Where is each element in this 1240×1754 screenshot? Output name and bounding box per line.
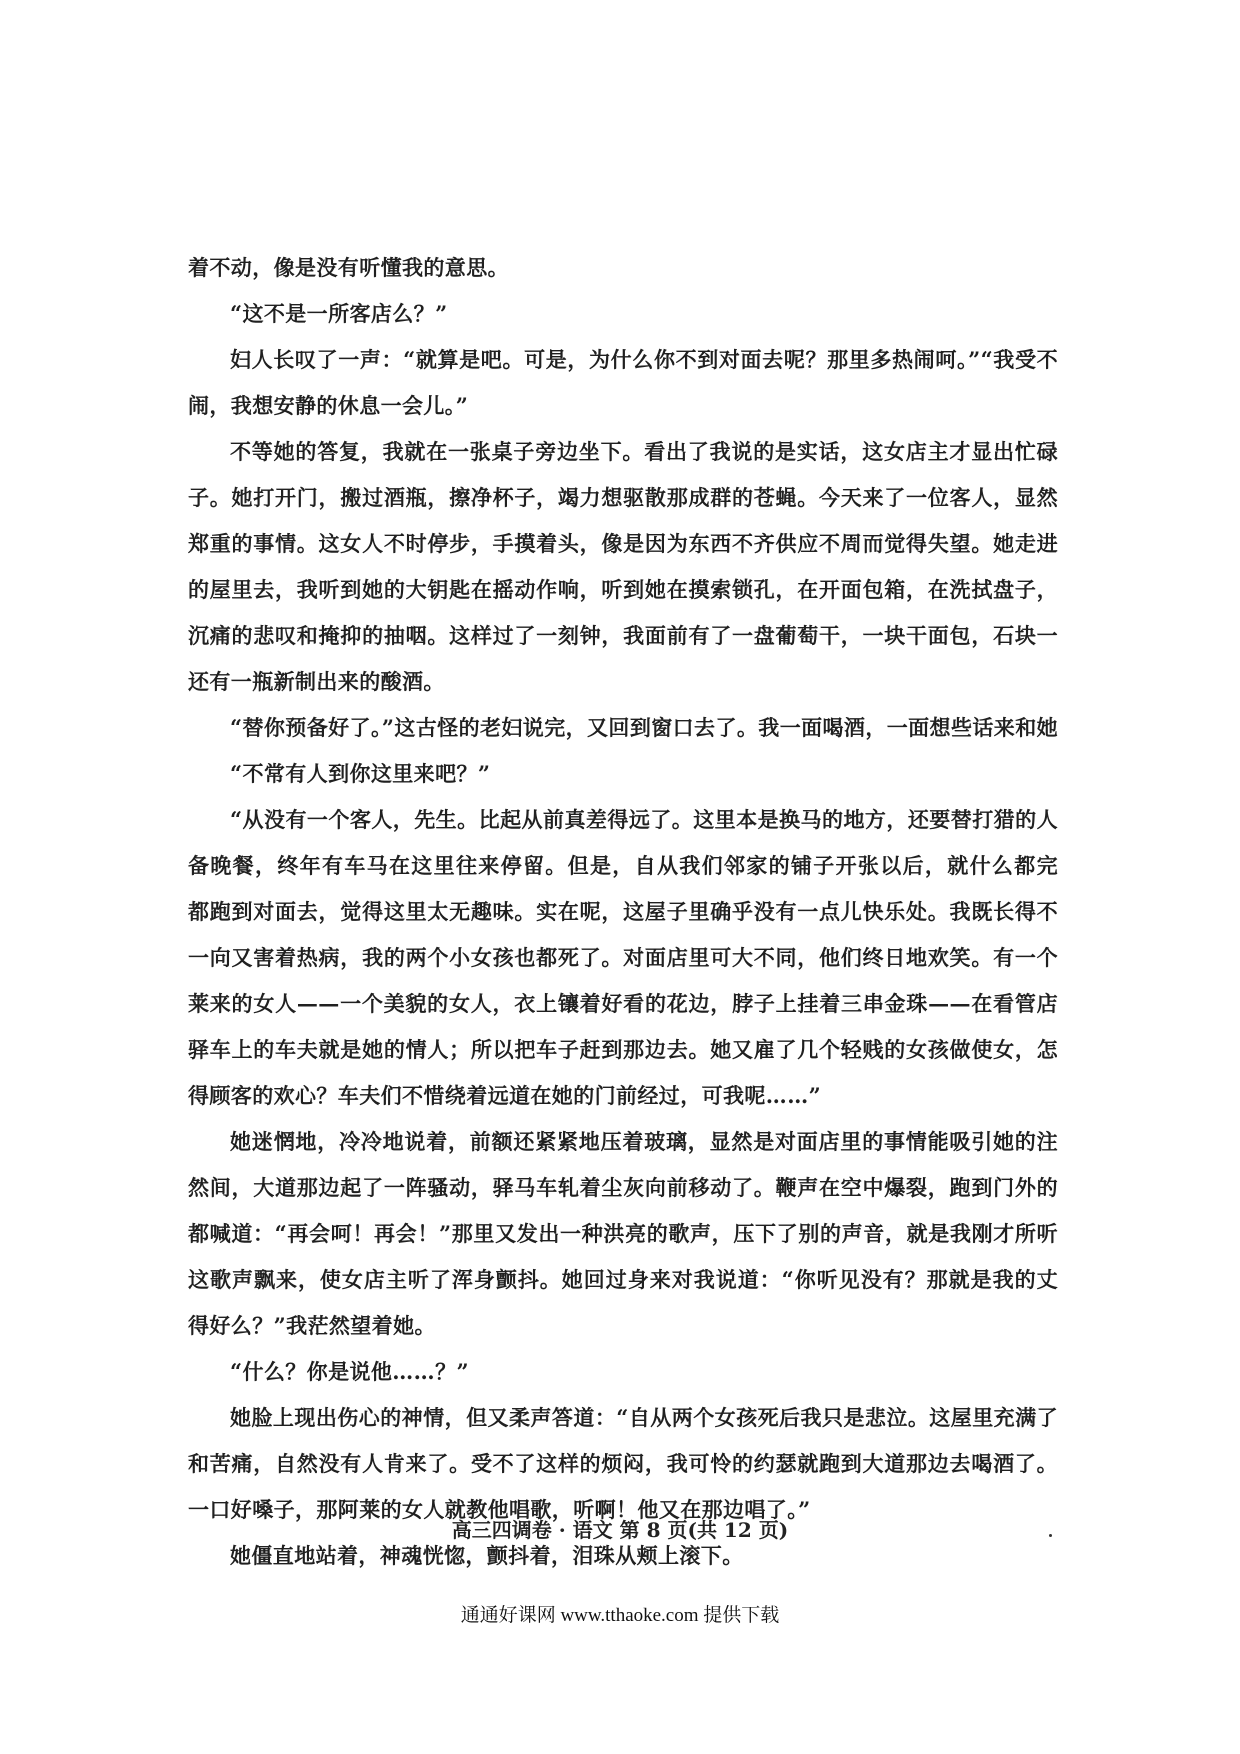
source-credit: 通通好课网 www.tthaoke.com 提供下载: [460, 1605, 780, 1626]
passage-line: 驿车上的车夫就是她的情人；所以把车子赶到那边去。她又雇了几个轻贱的女孩做使女，怎: [188, 1037, 1058, 1062]
passage-line: 闹，我想安静的休息一会儿。”: [188, 393, 469, 418]
passage-line: “这不是一所客店么？”: [230, 301, 448, 326]
passage-line: 得好么？”我茫然望着她。: [188, 1313, 436, 1338]
passage-line: 还有一瓶新制出来的酸酒。: [188, 669, 445, 694]
page-footer: 高三四调卷 · 语文 第 8 页(共 12 页): [451, 1518, 789, 1542]
passage-line: 的屋里去，我听到她的大钥匙在摇动作响，听到她在摸索锁孔，在开面包箱，在洗拭盘子，: [188, 577, 1058, 602]
passage-line: “不常有人到你这里来吧？”: [230, 761, 491, 786]
passage-line: 郑重的事情。这女人不时停步，手摸着头，像是因为东西不齐供应不周而觉得失望。她走进: [188, 531, 1058, 556]
passage-line: “什么？你是说他……？”: [230, 1359, 469, 1384]
passage-line: 她僵直地站着，神魂恍惚，颤抖着，泪珠从颊上滚下。: [230, 1543, 744, 1568]
scan-dot: [1049, 1534, 1052, 1537]
passage-line: “从没有一个客人，先生。比起从前真差得远了。这里本是换马的地方，还要替打猎的人: [230, 807, 1058, 832]
passage-line: 和苦痛，自然没有人肯来了。受不了这样的烦闷，我可怜的约瑟就跑到大道那边去喝酒了。: [188, 1451, 1058, 1476]
passage-line: 沉痛的悲叹和掩抑的抽咽。这样过了一刻钟，我面前有了一盘葡萄干，一块干面包，石块一: [188, 623, 1058, 648]
passage-line: 然间，大道那边起了一阵骚动，驿马车轧着尘灰向前移动了。鞭声在空中爆裂，跑到门外的: [188, 1175, 1058, 1200]
passage-line: 她迷惘地，冷冷地说着，前额还紧紧地压着玻璃，显然是对面店里的事情能吸引她的注: [230, 1129, 1058, 1154]
passage-line: 不等她的答复，我就在一张桌子旁边坐下。看出了我说的是实话，这女店主才显出忙碌: [230, 439, 1058, 464]
passage-line: 都喊道：“再会呵！再会！”那里又发出一种洪亮的歌声，压下了别的声音，就是我刚才所听: [188, 1221, 1058, 1246]
passage-line: “替你预备好了。”这古怪的老妇说完，又回到窗口去了。我一面喝酒，一面想些话来和她: [230, 715, 1058, 740]
passage-line: 都跑到对面去，觉得这里太无趣味。实在呢，这屋子里确乎没有一点儿快乐处。我既长得不: [188, 899, 1058, 924]
passage-line: 一向又害着热病，我的两个小女孩也都死了。对面店里可大不同，他们终日地欢笑。有一个: [188, 945, 1058, 970]
passage-line: 妇人长叹了一声：“就算是吧。可是，为什么你不到对面去呢？那里多热闹呵。”“我受不: [230, 347, 1058, 372]
passage-line: 一口好嗓子，那阿莱的女人就教他唱歌，听啊！他又在那边唱了。”: [188, 1497, 811, 1522]
passage-line: 备晚餐，终年有车马在这里往来停留。但是，自从我们邻家的铺子开张以后，就什么都完: [188, 853, 1058, 878]
passage-text: [188, 245, 1058, 1579]
passage-line: 着不动，像是没有听懂我的意思。: [188, 255, 509, 280]
passage-line: 这歌声飘来，使女店主听了浑身颤抖。她回过身来对我说道：“你听见没有？那就是我的丈: [188, 1267, 1058, 1292]
passage-line: 莱来的女人——一个美貌的女人，衣上镶着好看的花边，脖子上挂着三串金珠——在看管店: [188, 991, 1058, 1016]
passage-line: 得顾客的欢心？车夫们不惜绕着远道在她的门前经过，可我呢……”: [188, 1083, 822, 1108]
passage-line: 她脸上现出伤心的神情，但又柔声答道：“自从两个女孩死后我只是悲泣。这屋里充满了: [230, 1405, 1058, 1430]
passage-line: 子。她打开门，搬过酒瓶，擦净杯子，竭力想驱散那成群的苍蝇。今天来了一位客人，显然: [188, 485, 1058, 510]
